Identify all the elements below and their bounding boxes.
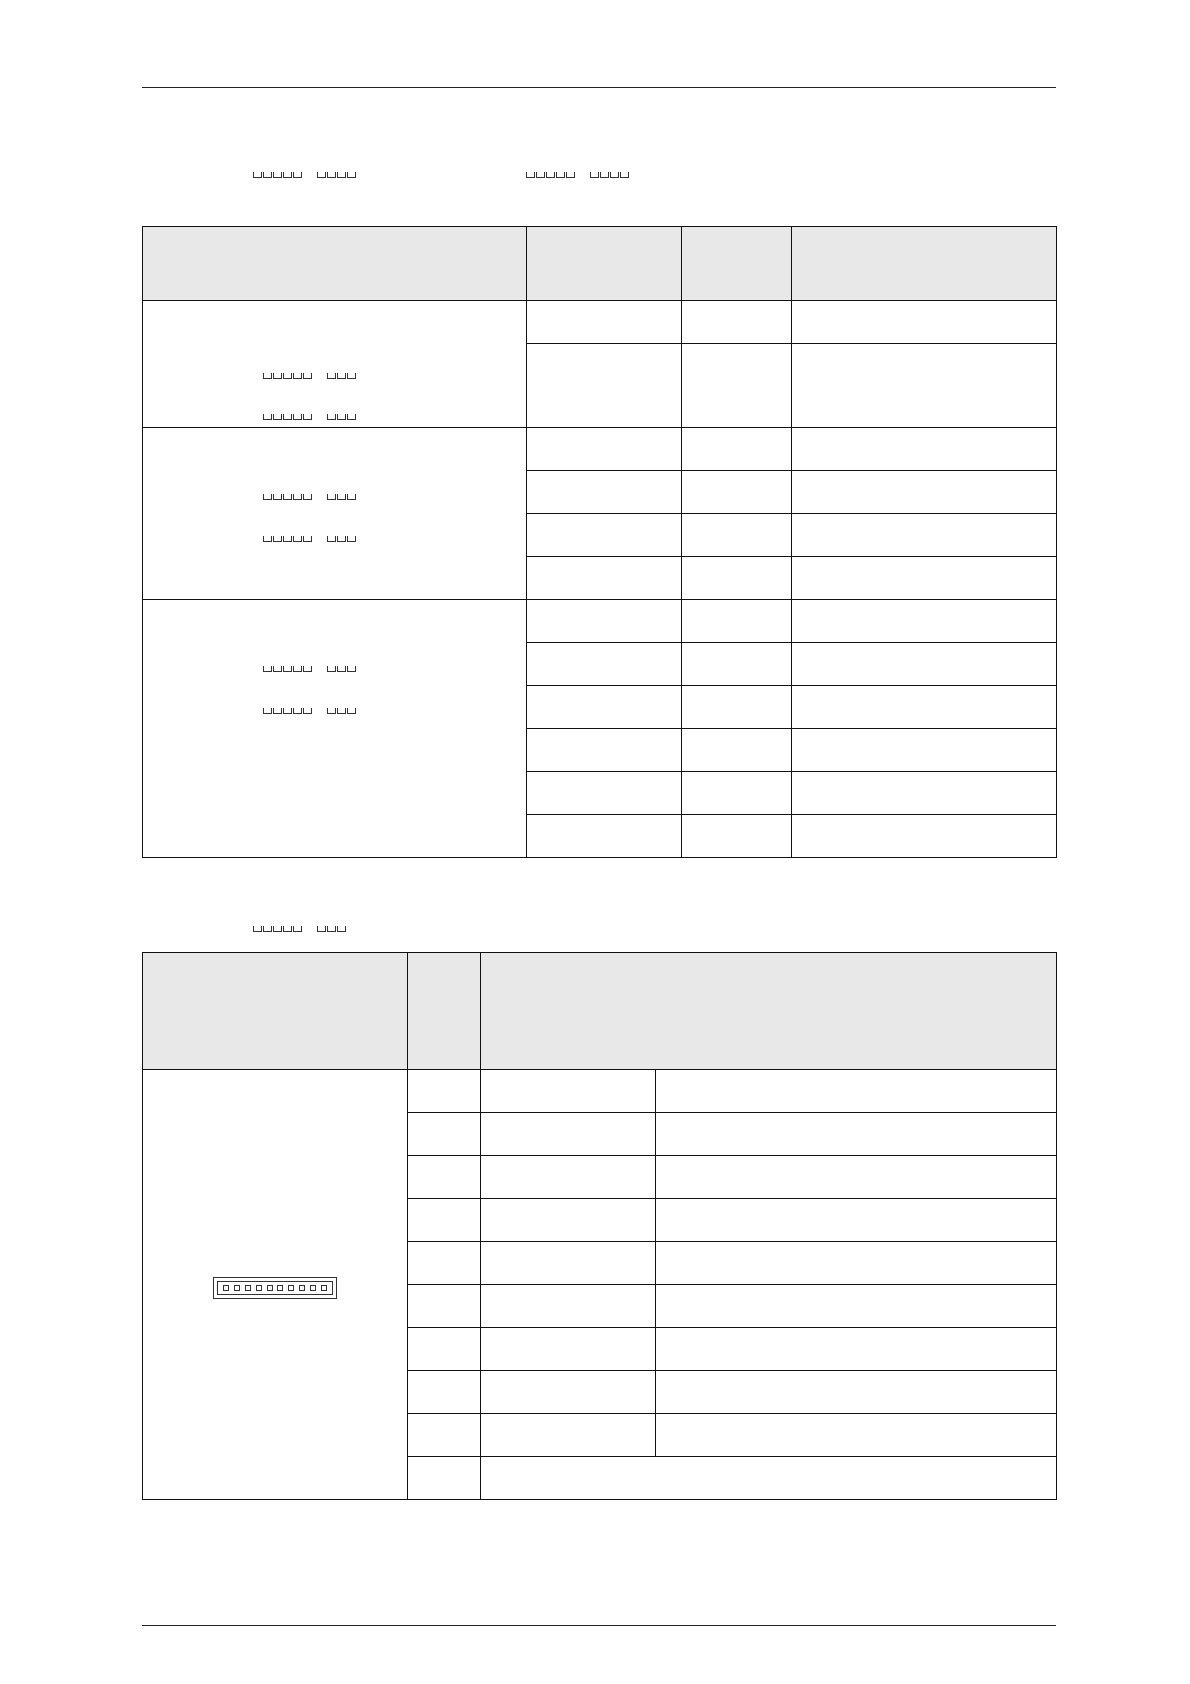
table-cell <box>408 1113 481 1156</box>
group-label-line <box>263 494 357 500</box>
column-header <box>408 953 481 1070</box>
table-cell <box>682 815 792 858</box>
table-cell <box>682 344 792 428</box>
group-label-cell <box>143 600 527 858</box>
table-cell <box>792 686 1057 729</box>
table-cell <box>682 686 792 729</box>
table-cell <box>527 301 682 344</box>
column-header <box>527 227 682 301</box>
table-cell <box>682 772 792 815</box>
spec-table <box>142 226 1057 858</box>
header-caption-right <box>526 172 630 178</box>
table-cell <box>408 1285 481 1328</box>
group-label-line <box>263 666 357 672</box>
table-cell <box>656 1070 1057 1113</box>
group-label-line <box>263 414 357 420</box>
table-cell <box>682 471 792 514</box>
table-cell <box>481 1414 656 1457</box>
table-row <box>143 1070 1057 1113</box>
footer-rule <box>142 1625 1056 1626</box>
table-cell <box>408 1199 481 1242</box>
table-cell <box>408 1328 481 1371</box>
table-row <box>143 301 1057 344</box>
table-cell <box>682 428 792 471</box>
column-header <box>481 953 1057 1070</box>
table-cell <box>527 643 682 686</box>
table-cell <box>656 1199 1057 1242</box>
header-caption-left <box>253 172 357 178</box>
table-cell <box>682 514 792 557</box>
table-cell <box>527 686 682 729</box>
table-cell <box>656 1285 1057 1328</box>
header-rule <box>142 87 1056 88</box>
group-label-line <box>263 708 357 714</box>
table-header-row <box>143 227 1057 301</box>
column-header <box>792 227 1057 301</box>
table-cell <box>481 1242 656 1285</box>
table-row <box>143 428 1057 471</box>
table-cell <box>792 471 1057 514</box>
table-cell <box>792 643 1057 686</box>
group-label-cell <box>143 428 527 600</box>
table-cell <box>527 772 682 815</box>
table-cell <box>682 600 792 643</box>
table-cell <box>481 1070 656 1113</box>
table-cell <box>792 344 1057 428</box>
connector-diagram-cell <box>143 1070 408 1500</box>
table-cell <box>481 1156 656 1199</box>
table-cell <box>792 772 1057 815</box>
table-cell <box>481 1285 656 1328</box>
table-cell <box>527 428 682 471</box>
connector-icon <box>213 1277 337 1299</box>
table-cell <box>408 1242 481 1285</box>
table-cell <box>408 1070 481 1113</box>
table-cell <box>527 471 682 514</box>
table-cell <box>656 1113 1057 1156</box>
table-cell <box>656 1371 1057 1414</box>
table-cell <box>527 815 682 858</box>
table-cell <box>527 514 682 557</box>
column-header <box>143 953 408 1070</box>
table-cell <box>481 1328 656 1371</box>
table-cell <box>682 301 792 344</box>
table-cell <box>408 1457 481 1500</box>
table-cell <box>527 729 682 772</box>
table-header-row <box>143 953 1057 1070</box>
column-header <box>143 227 527 301</box>
table2-caption <box>253 926 347 932</box>
table-cell <box>408 1371 481 1414</box>
group-label-line <box>263 373 357 379</box>
table-cell <box>792 557 1057 600</box>
table-cell <box>656 1156 1057 1199</box>
table-cell <box>656 1242 1057 1285</box>
table-cell <box>682 557 792 600</box>
table-cell <box>527 344 682 428</box>
table-cell <box>792 428 1057 471</box>
table-cell <box>481 1113 656 1156</box>
table-cell <box>408 1156 481 1199</box>
table-cell <box>792 600 1057 643</box>
table-cell <box>481 1371 656 1414</box>
table-cell <box>792 815 1057 858</box>
pinout-table <box>142 952 1057 1500</box>
table-cell <box>527 557 682 600</box>
table-cell <box>792 301 1057 344</box>
table-cell <box>408 1414 481 1457</box>
table-cell <box>527 600 682 643</box>
table-cell <box>656 1328 1057 1371</box>
group-label-line <box>263 536 357 542</box>
column-header <box>682 227 792 301</box>
table-cell <box>682 729 792 772</box>
table-cell <box>481 1457 1057 1500</box>
table-cell <box>656 1414 1057 1457</box>
table-cell <box>792 514 1057 557</box>
group-label-cell <box>143 301 527 428</box>
table-cell <box>682 643 792 686</box>
table-cell <box>481 1199 656 1242</box>
table-row <box>143 600 1057 643</box>
table-cell <box>792 729 1057 772</box>
